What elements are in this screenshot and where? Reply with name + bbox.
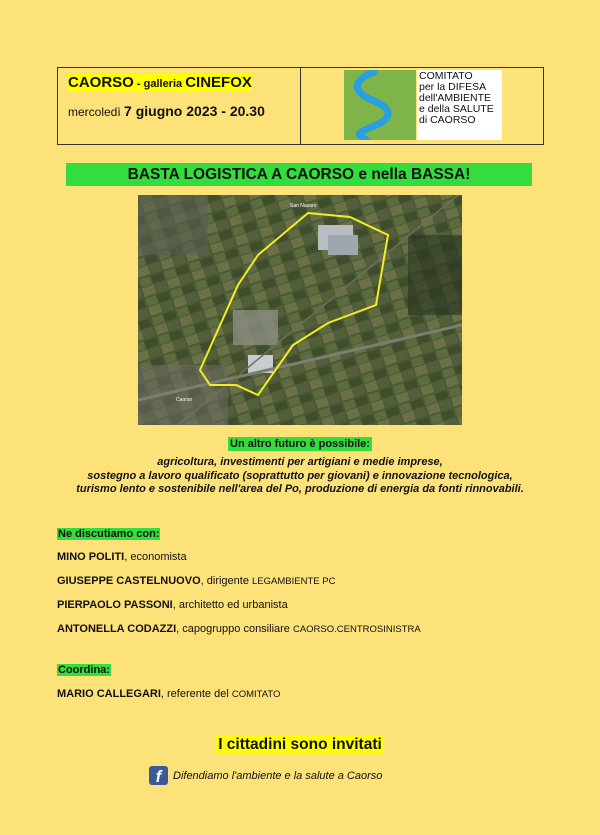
speaker-role: , capogruppo consiliare: [176, 623, 293, 635]
speaker-name: MINO POLITI: [57, 551, 125, 563]
speaker-role: , economista: [124, 551, 187, 563]
logo-line: dell'AMBIENTE: [419, 92, 492, 104]
date-time: 7 giugno 2023 - 20.30: [124, 103, 265, 119]
logo-line: COMITATO: [419, 70, 473, 82]
logo-line: di CAORSO: [419, 114, 476, 126]
logo-line: per la DIFESA: [419, 81, 487, 93]
speaker: [57, 623, 421, 635]
event-location: [68, 74, 300, 91]
coord-heading: [57, 664, 111, 676]
aerial-map-image: [138, 195, 462, 425]
discuss-heading: [57, 528, 160, 540]
description-line: agricoltura, investimenti per artigiani e medie imprese,: [157, 456, 443, 468]
coordinator-role: , referente del: [160, 688, 232, 700]
description-line: turismo lento e sostenibile nell'area del Po, produzione di energia da fonti rinnovabili.: [76, 483, 524, 495]
speaker-name: ANTONELLA CODAZZI: [57, 623, 177, 635]
place-separator: - galleria: [133, 78, 186, 90]
map-label-bottom: Caorso: [176, 397, 193, 403]
event-date: [68, 103, 300, 119]
subtitle-row: [0, 434, 600, 452]
speaker-org: CAORSO.CENTROSINISTRA: [292, 624, 421, 635]
coordinator: [57, 688, 280, 700]
speaker: [57, 599, 288, 611]
event-info: [58, 68, 301, 144]
subtitle: Un altro futuro è possibile:: [230, 438, 370, 450]
coordinator-name: MARIO CALLEGARI: [57, 688, 161, 700]
discuss-heading-text: Ne discutiamo con:: [58, 528, 160, 540]
venue-name: CINEFOX: [185, 74, 252, 91]
place-name: CAORSO: [68, 74, 134, 91]
facebook-page-name: Difendiamo l'ambiente e la salute a Caorso: [173, 769, 383, 782]
main-title: BASTA LOGISTICA A CAORSO e nella BASSA!: [66, 163, 532, 186]
committee-name: [417, 70, 502, 140]
event-header-box: [57, 67, 544, 145]
committee-logo: [301, 68, 543, 144]
speaker-org: LEGAMBIENTE PC: [252, 576, 336, 587]
river-logo-icon: [344, 70, 416, 140]
facebook-icon: f: [149, 766, 168, 785]
speaker-name: PIERPAOLO PASSONI: [57, 599, 173, 611]
speaker-role: , architetto ed urbanista: [172, 599, 288, 611]
description: [0, 456, 600, 497]
logo-line: e della SALUTE: [419, 103, 494, 115]
invite-text: I cittadini sono invitati: [218, 736, 382, 753]
speaker-role: , dirigente: [200, 575, 253, 587]
coordinator-org: COMITATO: [231, 689, 281, 700]
speaker: [57, 575, 335, 587]
description-line: sostegno a lavoro qualificato (soprattutto per giovani) e innovazione tecnologica,: [87, 469, 513, 482]
weekday: mercoledì: [68, 105, 125, 119]
facebook-link[interactable]: [149, 766, 382, 785]
speaker-name: GIUSEPPE CASTELNUOVO: [57, 575, 201, 587]
invite-row: [0, 736, 600, 754]
map-label-top: San Nazaro: [290, 203, 317, 209]
coord-heading-text: Coordina:: [58, 664, 110, 676]
speaker: [57, 551, 187, 563]
